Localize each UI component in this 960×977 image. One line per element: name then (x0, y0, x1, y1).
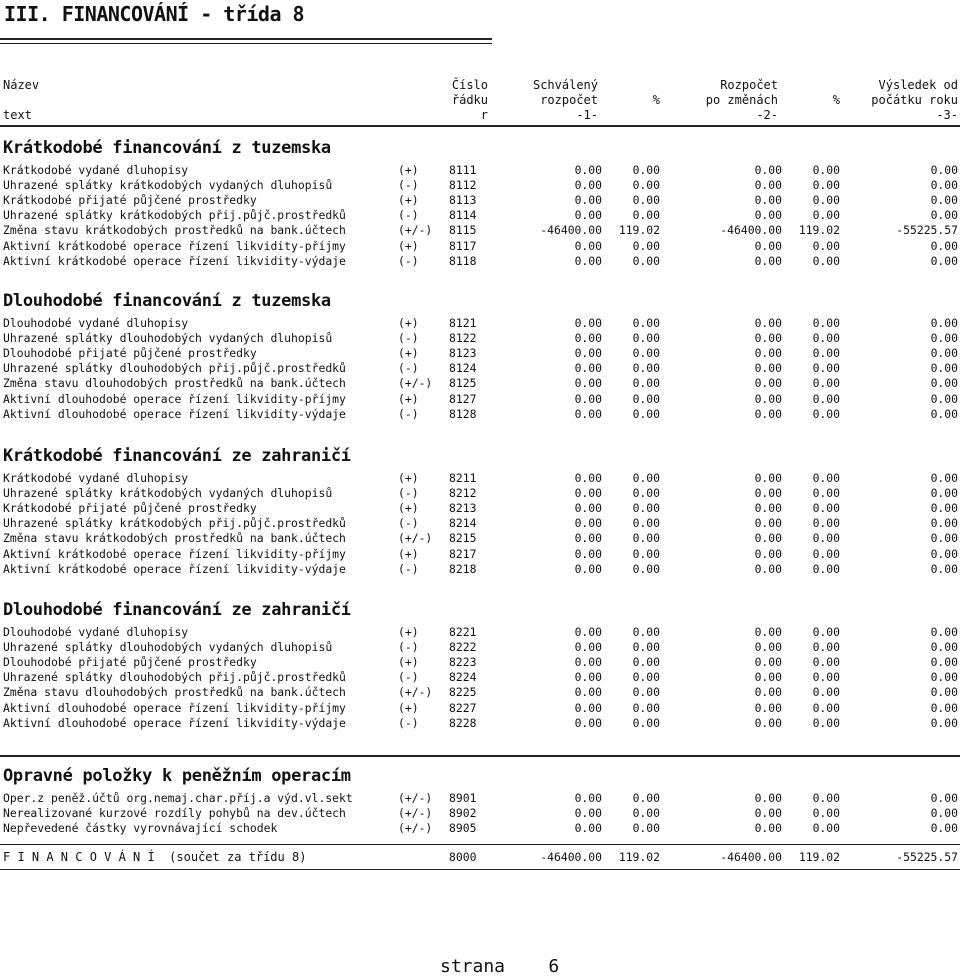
cell-name: Uhrazené splátky krátkodobých přij.půjč.prostředků (3, 516, 346, 531)
cell-name: Uhrazené splátky dlouhodobých vydaných dluhopisů (3, 640, 333, 655)
cell-pct2: 119.02 (798, 223, 840, 238)
cell-result: 0.00 (930, 561, 958, 576)
cell-result: 0.00 (930, 640, 958, 655)
cell-code: 8128 (449, 406, 477, 421)
cell-budget: -46400.00 (720, 223, 782, 238)
cell-name: Uhrazené splátky krátkodobých vydaných dluhopisů (3, 486, 333, 501)
cell-code: 8215 (449, 531, 477, 546)
cell-code: 8122 (449, 331, 477, 346)
cell-result: 0.00 (930, 655, 958, 670)
cell-approved: 0.00 (574, 346, 602, 361)
cell-budget: 0.00 (754, 208, 782, 223)
cell-code: 8115 (449, 223, 477, 238)
cell-sign: (+/-) (398, 791, 433, 805)
header-budget-line: -2- (756, 108, 778, 122)
cell-result: 0.00 (930, 376, 958, 391)
cell-approved: 0.00 (574, 791, 602, 805)
cell-budget: 0.00 (754, 670, 782, 685)
cell-result: 0.00 (930, 178, 958, 193)
cell-pct1: 0.00 (632, 406, 660, 421)
cell-sign: (+) (398, 546, 419, 561)
cell-result: 0.00 (930, 361, 958, 376)
cell-result: 0.00 (930, 516, 958, 531)
cell-name: Dlouhodobé přijaté půjčené prostředky (3, 655, 257, 670)
cell-name: Aktivní krátkodobé operace řízení likvidity-výdaje (3, 253, 346, 268)
cell-pct2: 0.00 (812, 331, 840, 346)
cell-sign: (+) (398, 655, 419, 670)
cell-code: 8217 (449, 546, 477, 561)
cell-budget: 0.00 (754, 238, 782, 253)
total-pct1: 119.02 (618, 850, 660, 864)
header-result-line: Výsledek od (878, 78, 958, 92)
cell-pct1: 0.00 (632, 531, 660, 546)
cell-code: 8224 (449, 670, 477, 685)
cell-result: 0.00 (930, 316, 958, 330)
title-underline (0, 38, 492, 40)
section-title: Krátkodobé financování ze zahraničí (3, 446, 351, 466)
cell-pct2: 0.00 (812, 238, 840, 253)
cell-sign: (-) (398, 486, 419, 501)
cell-code: 8213 (449, 501, 477, 516)
section-title: Dlouhodobé financování ze zahraničí (3, 600, 351, 620)
cell-sign: (-) (398, 331, 419, 346)
cell-code: 8113 (449, 193, 477, 208)
cell-sign: (-) (398, 253, 419, 268)
cell-sign: (+) (398, 501, 419, 516)
cell-result: 0.00 (930, 208, 958, 223)
cell-budget: 0.00 (754, 700, 782, 715)
cell-approved: 0.00 (574, 640, 602, 655)
cell-sign: (+/-) (398, 531, 433, 546)
cell-sign: (-) (398, 715, 419, 730)
cell-pct2: 0.00 (812, 193, 840, 208)
cell-name: Oper.z peněž.účtů org.nemaj.char.příj.a výd.vl.sekt (3, 791, 353, 805)
title-underline-thin (0, 43, 492, 44)
header-name-line: text (3, 108, 32, 122)
total-result: -55225.57 (896, 850, 958, 864)
cell-pct2: 0.00 (812, 253, 840, 268)
cell-name: Aktivní krátkodobé operace řízení likvidity-příjmy (3, 546, 346, 561)
cell-name: Aktivní dlouhodobé operace řízení likvidity-příjmy (3, 700, 346, 715)
cell-code: 8112 (449, 178, 477, 193)
cell-approved: 0.00 (574, 700, 602, 715)
cell-result: 0.00 (930, 193, 958, 208)
total-label: F I N A N C O V Á N Í (součet za třídu 8) (3, 850, 307, 864)
cell-name: Aktivní dlouhodobé operace řízení likvidity-příjmy (3, 391, 346, 406)
cell-code: 8227 (449, 700, 477, 715)
cell-budget: 0.00 (754, 821, 782, 836)
cell-pct2: 0.00 (812, 561, 840, 576)
cell-result: -55225.57 (896, 223, 958, 238)
cell-code: 8111 (449, 163, 477, 177)
cell-pct2: 0.00 (812, 516, 840, 531)
cell-approved: 0.00 (574, 561, 602, 576)
cell-approved: 0.00 (574, 531, 602, 546)
cell-sign: (+) (398, 163, 419, 177)
total-pct2: 119.02 (798, 850, 840, 864)
cell-code: 8228 (449, 715, 477, 730)
cell-pct1: 0.00 (632, 821, 660, 836)
section-title: Krátkodobé financování z tuzemska (3, 138, 331, 158)
cell-pct1: 0.00 (632, 193, 660, 208)
cell-name: Uhrazené splátky dlouhodobých vydaných dluhopisů (3, 331, 333, 346)
cell-name: Aktivní dlouhodobé operace řízení likvidity-výdaje (3, 715, 346, 730)
cell-approved: 0.00 (574, 501, 602, 516)
cell-pct1: 0.00 (632, 253, 660, 268)
cell-approved: 0.00 (574, 253, 602, 268)
cell-approved: 0.00 (574, 208, 602, 223)
cell-sign: (+/-) (398, 685, 433, 700)
cell-result: 0.00 (930, 238, 958, 253)
cell-budget: 0.00 (754, 391, 782, 406)
cell-budget: 0.00 (754, 625, 782, 639)
cell-pct1: 0.00 (632, 516, 660, 531)
cell-code: 8225 (449, 685, 477, 700)
cell-result: 0.00 (930, 253, 958, 268)
cell-code: 8211 (449, 471, 477, 485)
cell-pct1: 0.00 (632, 391, 660, 406)
cell-pct2: 0.00 (812, 670, 840, 685)
cell-result: 0.00 (930, 331, 958, 346)
header-result-line: počátku roku (871, 93, 958, 107)
cell-pct2: 0.00 (812, 178, 840, 193)
cell-name: Aktivní krátkodobé operace řízení likvidity-příjmy (3, 238, 346, 253)
cell-budget: 0.00 (754, 486, 782, 501)
cell-code: 8223 (449, 655, 477, 670)
header-result-line: -3- (936, 108, 958, 122)
cell-name: Uhrazené splátky dlouhodobých přij.půjč.prostředků (3, 670, 346, 685)
cell-result: 0.00 (930, 700, 958, 715)
cell-pct1: 0.00 (632, 163, 660, 177)
cell-sign: (+) (398, 238, 419, 253)
cell-pct2: 0.00 (812, 376, 840, 391)
section-rule (0, 755, 960, 757)
cell-budget: 0.00 (754, 253, 782, 268)
cell-code: 8214 (449, 516, 477, 531)
cell-sign: (+) (398, 316, 419, 330)
cell-pct2: 0.00 (812, 546, 840, 561)
header-pct1-line: % (652, 93, 660, 107)
cell-result: 0.00 (930, 806, 958, 821)
cell-result: 0.00 (930, 486, 958, 501)
cell-sign: (+) (398, 391, 419, 406)
cell-result: 0.00 (930, 685, 958, 700)
header-row-number-line: r (480, 108, 488, 122)
cell-code: 8901 (449, 791, 477, 805)
cell-budget: 0.00 (754, 806, 782, 821)
total-approved: -46400.00 (540, 850, 602, 864)
cell-pct2: 0.00 (812, 346, 840, 361)
cell-approved: 0.00 (574, 238, 602, 253)
cell-pct2: 0.00 (812, 791, 840, 805)
cell-pct1: 0.00 (632, 806, 660, 821)
total-rule-bottom (0, 869, 960, 870)
cell-name: Změna stavu krátkodobých prostředků na bank.účtech (3, 531, 346, 546)
cell-name: Uhrazené splátky krátkodobých vydaných dluhopisů (3, 178, 333, 193)
cell-code: 8905 (449, 821, 477, 836)
cell-result: 0.00 (930, 471, 958, 485)
cell-budget: 0.00 (754, 655, 782, 670)
total-code: 8000 (449, 850, 477, 864)
cell-pct1: 0.00 (632, 700, 660, 715)
cell-pct2: 0.00 (812, 655, 840, 670)
cell-pct1: 0.00 (632, 486, 660, 501)
header-approved-line: -1- (576, 108, 598, 122)
cell-code: 8218 (449, 561, 477, 576)
cell-budget: 0.00 (754, 561, 782, 576)
cell-budget: 0.00 (754, 516, 782, 531)
cell-approved: 0.00 (574, 546, 602, 561)
cell-sign: (+/-) (398, 806, 433, 821)
cell-pct2: 0.00 (812, 501, 840, 516)
cell-result: 0.00 (930, 625, 958, 639)
cell-budget: 0.00 (754, 331, 782, 346)
header-name-line: Název (3, 78, 40, 92)
cell-approved: 0.00 (574, 178, 602, 193)
cell-pct2: 0.00 (812, 163, 840, 177)
cell-sign: (-) (398, 516, 419, 531)
cell-pct1: 0.00 (632, 561, 660, 576)
cell-approved: 0.00 (574, 821, 602, 836)
cell-result: 0.00 (930, 821, 958, 836)
cell-approved: 0.00 (574, 316, 602, 330)
total-rule-top (0, 844, 960, 845)
cell-pct1: 0.00 (632, 640, 660, 655)
cell-code: 8124 (449, 361, 477, 376)
cell-sign: (+) (398, 346, 419, 361)
cell-sign: (+) (398, 700, 419, 715)
cell-approved: 0.00 (574, 670, 602, 685)
cell-sign: (+/-) (398, 223, 433, 238)
page-number: strana 6 (440, 956, 560, 977)
header-pct2-line: % (832, 93, 840, 107)
cell-pct1: 0.00 (632, 238, 660, 253)
cell-pct1: 0.00 (632, 331, 660, 346)
cell-sign: (+/-) (398, 821, 433, 836)
cell-pct1: 0.00 (632, 501, 660, 516)
cell-budget: 0.00 (754, 640, 782, 655)
cell-approved: 0.00 (574, 516, 602, 531)
cell-code: 8123 (449, 346, 477, 361)
cell-code: 8127 (449, 391, 477, 406)
cell-result: 0.00 (930, 163, 958, 177)
cell-pct2: 0.00 (812, 361, 840, 376)
header-row-number-line: Číslo (451, 78, 488, 92)
cell-code: 8121 (449, 316, 477, 330)
cell-code: 8117 (449, 238, 477, 253)
cell-approved: 0.00 (574, 715, 602, 730)
cell-approved: 0.00 (574, 406, 602, 421)
cell-result: 0.00 (930, 670, 958, 685)
page-title: III. FINANCOVÁNÍ - třída 8 (4, 2, 305, 26)
total-budget: -46400.00 (720, 850, 782, 864)
cell-pct2: 0.00 (812, 471, 840, 485)
cell-name: Uhrazené splátky krátkodobých přij.půjč.prostředků (3, 208, 346, 223)
cell-pct1: 0.00 (632, 655, 660, 670)
cell-name: Změna stavu dlouhodobých prostředků na bank.účtech (3, 685, 346, 700)
cell-sign: (+) (398, 625, 419, 639)
cell-budget: 0.00 (754, 546, 782, 561)
cell-code: 8125 (449, 376, 477, 391)
cell-approved: 0.00 (574, 331, 602, 346)
cell-budget: 0.00 (754, 376, 782, 391)
cell-pct2: 0.00 (812, 316, 840, 330)
cell-approved: 0.00 (574, 486, 602, 501)
cell-sign: (-) (398, 406, 419, 421)
header-budget-line: po změnách (705, 93, 778, 107)
cell-pct2: 0.00 (812, 531, 840, 546)
cell-name: Nerealizované kurzové rozdíly pohybů na dev.účtech (3, 806, 346, 821)
cell-name: Změna stavu krátkodobých prostředků na bank.účtech (3, 223, 346, 238)
cell-budget: 0.00 (754, 406, 782, 421)
cell-budget: 0.00 (754, 178, 782, 193)
cell-sign: (-) (398, 640, 419, 655)
cell-budget: 0.00 (754, 316, 782, 330)
cell-code: 8222 (449, 640, 477, 655)
cell-approved: 0.00 (574, 685, 602, 700)
cell-approved: 0.00 (574, 625, 602, 639)
cell-pct2: 0.00 (812, 640, 840, 655)
cell-budget: 0.00 (754, 361, 782, 376)
cell-approved: 0.00 (574, 376, 602, 391)
cell-pct1: 0.00 (632, 546, 660, 561)
cell-name: Dlouhodobé přijaté půjčené prostředky (3, 346, 257, 361)
cell-sign: (+) (398, 193, 419, 208)
cell-approved: -46400.00 (540, 223, 602, 238)
cell-pct1: 0.00 (632, 715, 660, 730)
cell-budget: 0.00 (754, 685, 782, 700)
cell-approved: 0.00 (574, 361, 602, 376)
cell-code: 8902 (449, 806, 477, 821)
cell-name: Krátkodobé přijaté půjčené prostředky (3, 193, 257, 208)
cell-budget: 0.00 (754, 715, 782, 730)
cell-budget: 0.00 (754, 531, 782, 546)
section-title: Opravné položky k peněžním operacím (3, 766, 351, 786)
cell-approved: 0.00 (574, 806, 602, 821)
cell-budget: 0.00 (754, 346, 782, 361)
cell-result: 0.00 (930, 531, 958, 546)
cell-pct2: 0.00 (812, 625, 840, 639)
cell-result: 0.00 (930, 406, 958, 421)
cell-name: Krátkodobé vydané dluhopisy (3, 471, 189, 485)
cell-name: Uhrazené splátky dlouhodobých přij.půjč.prostředků (3, 361, 346, 376)
cell-sign: (-) (398, 178, 419, 193)
cell-sign: (+/-) (398, 376, 433, 391)
cell-pct2: 0.00 (812, 700, 840, 715)
header-budget-line: Rozpočet (720, 78, 778, 92)
cell-pct1: 0.00 (632, 208, 660, 223)
cell-result: 0.00 (930, 346, 958, 361)
cell-pct2: 0.00 (812, 406, 840, 421)
cell-pct1: 0.00 (632, 791, 660, 805)
cell-pct2: 0.00 (812, 821, 840, 836)
cell-name: Aktivní dlouhodobé operace řízení likvidity-výdaje (3, 406, 346, 421)
cell-approved: 0.00 (574, 391, 602, 406)
cell-name: Aktivní krátkodobé operace řízení likvidity-výdaje (3, 561, 346, 576)
cell-pct2: 0.00 (812, 715, 840, 730)
cell-code: 8118 (449, 253, 477, 268)
cell-result: 0.00 (930, 546, 958, 561)
cell-code: 8212 (449, 486, 477, 501)
cell-sign: (-) (398, 208, 419, 223)
cell-budget: 0.00 (754, 471, 782, 485)
cell-approved: 0.00 (574, 471, 602, 485)
cell-sign: (-) (398, 670, 419, 685)
cell-pct2: 0.00 (812, 685, 840, 700)
cell-pct2: 0.00 (812, 391, 840, 406)
cell-result: 0.00 (930, 391, 958, 406)
cell-pct1: 0.00 (632, 625, 660, 639)
header-approved-line: rozpočet (540, 93, 598, 107)
header-row-number-line: řádku (451, 93, 488, 107)
cell-pct1: 0.00 (632, 178, 660, 193)
cell-name: Změna stavu dlouhodobých prostředků na bank.účtech (3, 376, 346, 391)
cell-result: 0.00 (930, 791, 958, 805)
cell-pct1: 0.00 (632, 361, 660, 376)
cell-budget: 0.00 (754, 791, 782, 805)
header-approved-line: Schválený (532, 78, 598, 92)
cell-budget: 0.00 (754, 501, 782, 516)
cell-budget: 0.00 (754, 163, 782, 177)
cell-pct2: 0.00 (812, 806, 840, 821)
cell-code: 8114 (449, 208, 477, 223)
cell-pct1: 119.02 (618, 223, 660, 238)
cell-pct2: 0.00 (812, 208, 840, 223)
cell-budget: 0.00 (754, 193, 782, 208)
cell-pct1: 0.00 (632, 316, 660, 330)
cell-pct2: 0.00 (812, 486, 840, 501)
section-title: Dlouhodobé financování z tuzemska (3, 291, 331, 311)
cell-approved: 0.00 (574, 163, 602, 177)
cell-approved: 0.00 (574, 655, 602, 670)
cell-pct1: 0.00 (632, 670, 660, 685)
cell-pct1: 0.00 (632, 376, 660, 391)
header-rule (0, 125, 960, 127)
cell-sign: (+) (398, 471, 419, 485)
cell-result: 0.00 (930, 501, 958, 516)
cell-code: 8221 (449, 625, 477, 639)
cell-result: 0.00 (930, 715, 958, 730)
cell-pct1: 0.00 (632, 346, 660, 361)
cell-approved: 0.00 (574, 193, 602, 208)
cell-name: Dlouhodobé vydané dluhopisy (3, 316, 189, 330)
cell-name: Dlouhodobé vydané dluhopisy (3, 625, 189, 639)
cell-sign: (-) (398, 561, 419, 576)
cell-name: Krátkodobé přijaté půjčené prostředky (3, 501, 257, 516)
cell-pct1: 0.00 (632, 471, 660, 485)
cell-name: Krátkodobé vydané dluhopisy (3, 163, 189, 177)
cell-pct1: 0.00 (632, 685, 660, 700)
cell-sign: (-) (398, 361, 419, 376)
cell-name: Nepřevedené částky vyrovnávající schodek (3, 821, 278, 836)
